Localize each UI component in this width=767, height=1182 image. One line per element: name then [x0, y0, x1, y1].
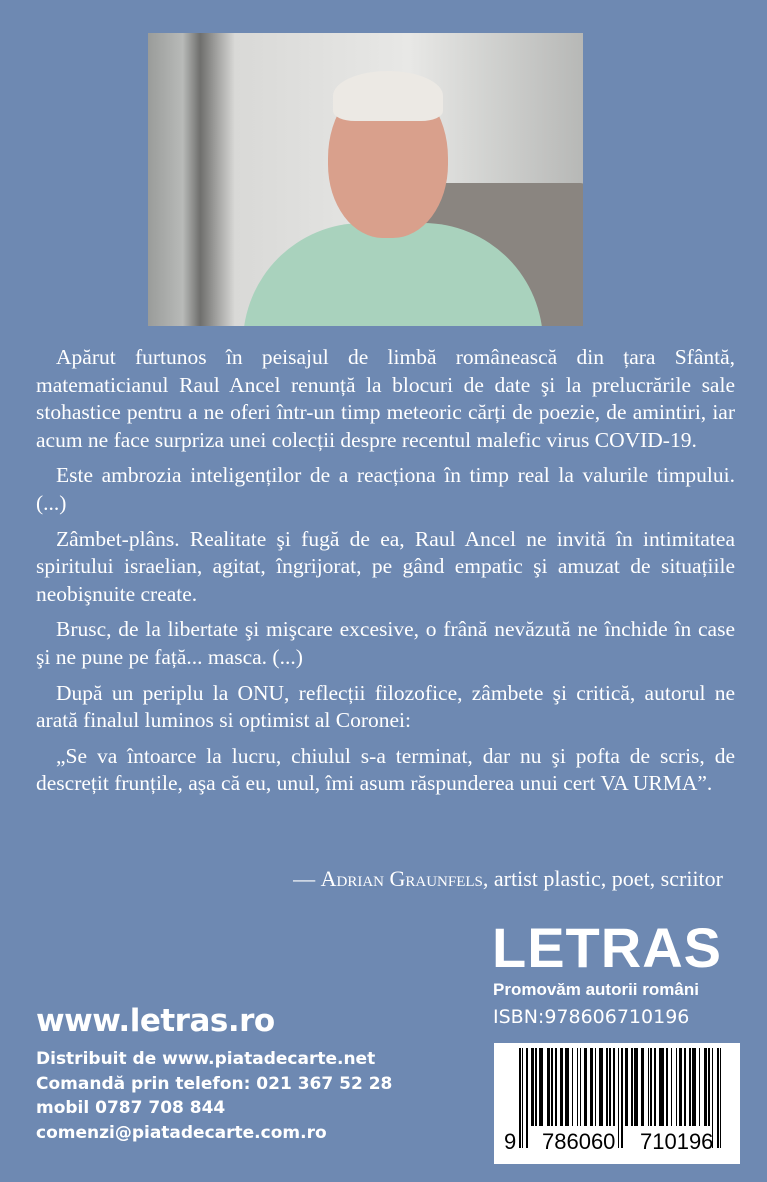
barcode-bar — [572, 1048, 573, 1126]
barcode-bar — [599, 1048, 603, 1126]
barcode-bar — [522, 1048, 523, 1148]
barcode-bar — [531, 1048, 534, 1126]
barcode-bar — [659, 1048, 664, 1126]
signature-dash: — — [293, 866, 321, 891]
phone-line: Comandă prin telefon: 021 367 52 28 — [36, 1073, 393, 1094]
publisher-slogan: Promovăm autorii români — [493, 980, 699, 999]
barcode-bar — [526, 1048, 528, 1148]
barcode-digits-left: 786060 — [542, 1129, 616, 1154]
barcode-bar — [535, 1048, 537, 1126]
barcode-bar — [560, 1048, 563, 1126]
barcode-digit-first: 9 — [504, 1129, 517, 1154]
signature-role: , artist plastic, poet, scriitor — [482, 866, 723, 891]
barcode-digits-right: 710196 — [640, 1129, 714, 1154]
barcode-bar — [720, 1048, 721, 1148]
barcode-bar — [621, 1048, 623, 1148]
blurb — [36, 344, 735, 806]
barcode-bar — [654, 1048, 655, 1126]
barcode-bar — [666, 1048, 669, 1126]
barcode-bar — [704, 1048, 707, 1126]
isbn-text: ISBN:978606710196 — [493, 1006, 690, 1028]
blurb-paragraph: După un periplu la ONU, reflecții filozofice, zâmbete şi critică, autorul ne arată finalul luminos si optimist al Coronei: — [36, 680, 735, 733]
signature-name: Adrian Graunfels — [320, 866, 483, 891]
publisher-logo: LETRAS — [492, 916, 722, 979]
blurb-paragraph: Este ambrozia inteligenților de a reacționa în timp real la valurile timpului. (...) — [36, 463, 735, 515]
email-line[interactable]: comenzi@piatadecarte.com.ro — [36, 1122, 327, 1143]
barcode-bar — [565, 1048, 570, 1126]
website-link[interactable]: www.letras.ro — [36, 1003, 275, 1039]
barcode-bar — [708, 1048, 710, 1126]
barcode-bar — [609, 1048, 610, 1126]
barcode-bar — [580, 1048, 581, 1126]
distributor-line: Distribuit de www.piatadecarte.net — [36, 1049, 376, 1069]
blurb-quote: „Se va întoarce la lucru, chiulul s-a terminat, dar nu şi pofta de scris, de descrețit frunțile, aşa că eu, unul, îmi asum răspunderea unui cert VA URMA”. — [36, 743, 735, 796]
barcode-bar — [699, 1048, 701, 1126]
barcode-bar — [650, 1048, 652, 1126]
barcode-bar — [547, 1048, 550, 1126]
mobile-line: mobil 0787 708 844 — [36, 1098, 226, 1118]
barcode-bar — [631, 1048, 633, 1126]
barcode-bar — [679, 1048, 682, 1126]
barcode-bar — [692, 1048, 696, 1126]
photo-hair — [333, 71, 443, 121]
barcode-bar — [590, 1048, 593, 1126]
barcode-bar — [641, 1048, 644, 1126]
barcode-bar — [671, 1048, 673, 1126]
barcode — [494, 1043, 740, 1164]
barcode-bar — [595, 1048, 597, 1126]
blurb-paragraph: Apărut furtunos în peisajul de limbă românească din țara Sfântă, matematicianul Raul Ancel renunță la blocuri de date şi la prelucrările sale stohastice pentru a ne oferi într-un timp meteoric cărți de poezie, de amintiri, iar acum ne face surpriza unei colecții despre recentul malefic virus COVID-19. — [36, 345, 735, 452]
barcode-bar — [606, 1048, 608, 1126]
barcode-bar — [519, 1048, 521, 1148]
blurb-paragraph: Zâmbet-plâns. Realitate şi fugă de ea, Raul Ancel ne invită în intimitatea spiritului israelian, agitat, îngrijorat, pe gând empatic şi amuzat de situațiile neobişnuite create. — [36, 526, 735, 606]
barcode-bar — [684, 1048, 685, 1126]
barcode-bar — [625, 1048, 628, 1126]
barcode-bar — [689, 1048, 691, 1126]
barcode-bar — [555, 1048, 557, 1126]
barcode-bar — [676, 1048, 677, 1126]
barcode-bar — [577, 1048, 579, 1126]
barcode-bar — [648, 1048, 649, 1126]
barcode-bar — [717, 1048, 719, 1148]
blurb-paragraph: Brusc, de la libertate şi mişcare excesive, o frână nevăzută ne închide în case şi ne pune pe față... masca. (...) — [36, 617, 735, 669]
barcode-bar — [613, 1048, 615, 1126]
barcode-bar — [618, 1048, 619, 1148]
barcode-bar — [634, 1048, 638, 1126]
barcode-bar — [551, 1048, 552, 1126]
barcode-bar — [584, 1048, 587, 1126]
barcode-bar — [539, 1048, 543, 1126]
author-photo — [148, 33, 583, 326]
signature — [293, 866, 723, 892]
contact-info — [36, 1047, 392, 1145]
